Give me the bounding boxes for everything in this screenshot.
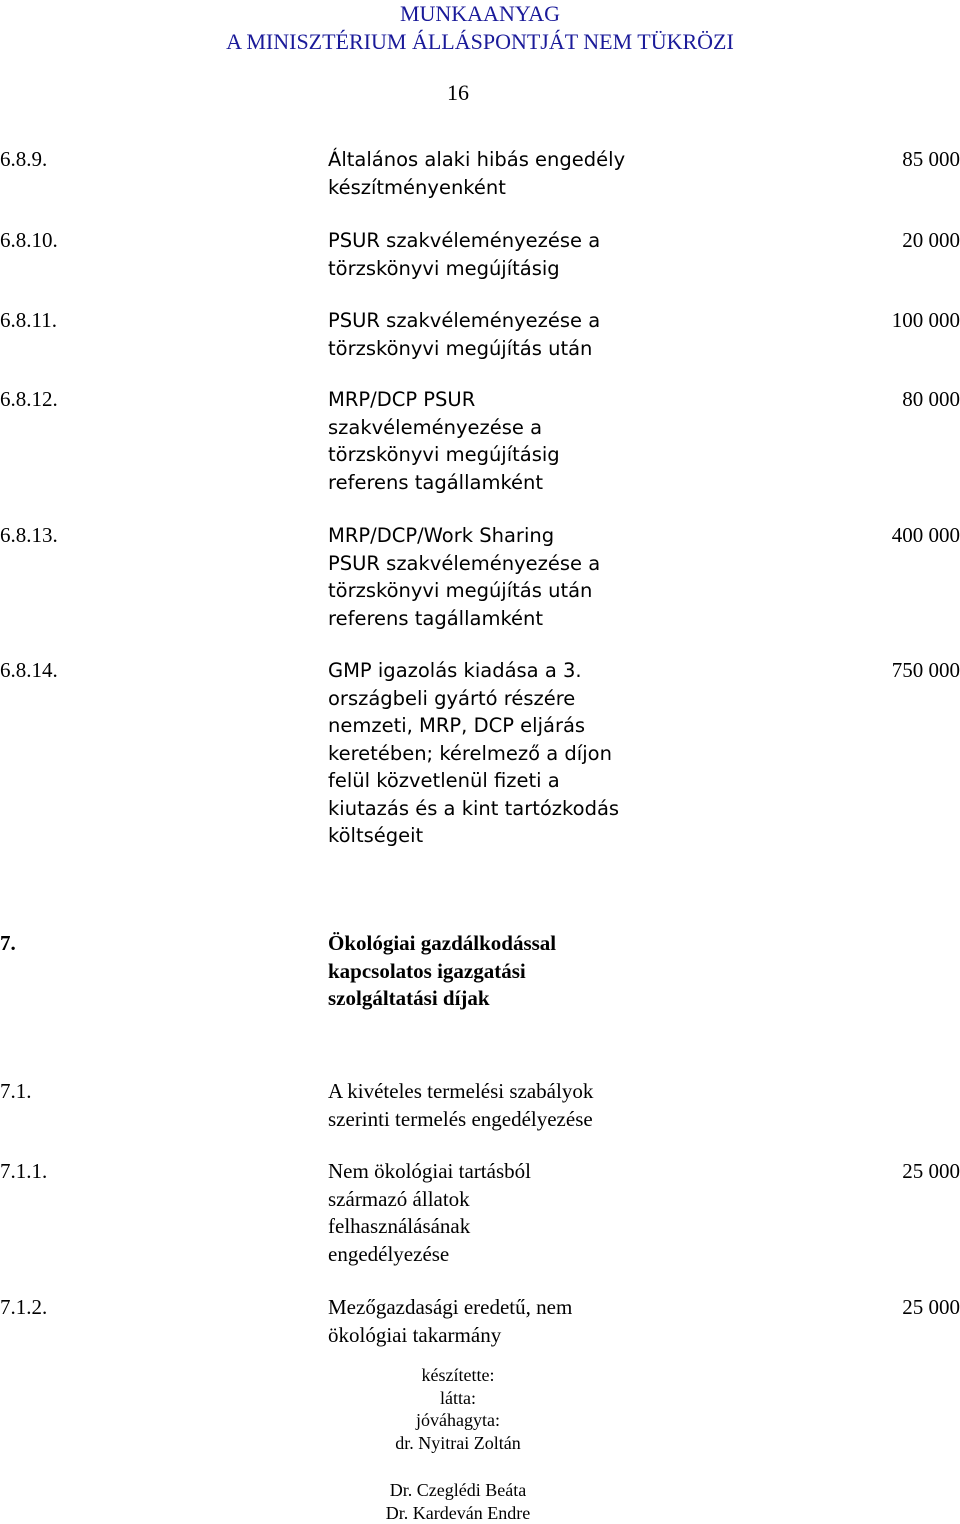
- description-line: referens tagállamként: [328, 469, 658, 497]
- description-line: GMP igazolás kiadása a 3.: [328, 657, 658, 685]
- item-amount: 80 000: [902, 386, 960, 414]
- item-description: [328, 307, 658, 362]
- item-code: 7.1.1.: [0, 1158, 47, 1186]
- description-line: készítményenként: [328, 174, 658, 202]
- item-description: [328, 1078, 658, 1133]
- section-title-line: szolgáltatási díjak: [328, 985, 658, 1013]
- seen-by-label: látta:: [0, 1387, 916, 1410]
- description-line: törzskönyvi megújításig: [328, 441, 658, 469]
- description-line: keretében; kérelmező a díjon: [328, 740, 658, 768]
- description-line: engedélyezése: [328, 1241, 658, 1269]
- description-line: kiutazás és a kint tartózkodás: [328, 795, 658, 823]
- description-line: MRP/DCP PSUR: [328, 386, 658, 414]
- approved-by-label: jóváhagyta:: [0, 1409, 916, 1432]
- signatory-name-2: Dr. Czeglédi Beáta: [0, 1479, 916, 1502]
- item-amount: 25 000: [902, 1158, 960, 1186]
- section-title: [328, 930, 658, 1013]
- signatory-name-3: Dr. Kardeván Endre: [0, 1502, 916, 1524]
- item-code: 6.8.11.: [0, 307, 57, 335]
- description-line: PSUR szakvéleményezése a: [328, 307, 658, 335]
- description-line: nemzeti, MRP, DCP eljárás: [328, 712, 658, 740]
- description-line: felül közvetlenül fizeti a: [328, 767, 658, 795]
- description-line: MRP/DCP/Work Sharing: [328, 522, 658, 550]
- item-amount: 85 000: [902, 146, 960, 174]
- description-line: törzskönyvi megújítás után: [328, 577, 658, 605]
- section-title-line: kapcsolatos igazgatási: [328, 958, 658, 986]
- item-description: [328, 1294, 658, 1349]
- item-description: [328, 227, 658, 282]
- item-description: [328, 146, 658, 201]
- item-amount: 100 000: [892, 307, 960, 335]
- description-line: PSUR szakvéleményezése a: [328, 227, 658, 255]
- item-description: [328, 1158, 658, 1268]
- description-line: törzskönyvi megújítás után: [328, 335, 658, 363]
- watermark-line-1: MUNKAANYAG: [0, 0, 960, 28]
- description-line: országbeli gyártó részére: [328, 685, 658, 713]
- signatory-name-1: dr. Nyitrai Zoltán: [0, 1432, 916, 1455]
- signatory-names: [0, 1479, 916, 1524]
- item-code: 6.8.13.: [0, 522, 58, 550]
- watermark: [0, 0, 960, 56]
- watermark-line-2: A MINISZTÉRIUM ÁLLÁSPONTJÁT NEM TÜKRÖZI: [0, 28, 960, 56]
- item-code: 6.8.12.: [0, 386, 58, 414]
- description-line: Általános alaki hibás engedély: [328, 146, 658, 174]
- item-code: 6.8.10.: [0, 227, 58, 255]
- description-line: szakvéleményezése a: [328, 414, 658, 442]
- item-description: [328, 386, 658, 496]
- item-amount: 750 000: [892, 657, 960, 685]
- item-code: 7.1.2.: [0, 1294, 47, 1322]
- section-code: 7.: [0, 930, 16, 958]
- page-number: 16: [0, 80, 916, 106]
- item-code: 6.8.14.: [0, 657, 58, 685]
- description-line: Nem ökológiai tartásból: [328, 1158, 658, 1186]
- item-amount: 20 000: [902, 227, 960, 255]
- description-line: Mezőgazdasági eredetű, nem: [328, 1294, 658, 1322]
- description-line: származó állatok: [328, 1186, 658, 1214]
- description-line: referens tagállamként: [328, 605, 658, 633]
- item-code: 6.8.9.: [0, 146, 47, 174]
- signature-block: [0, 1364, 916, 1454]
- item-description: [328, 657, 658, 850]
- item-amount: 400 000: [892, 522, 960, 550]
- description-line: ökológiai takarmány: [328, 1322, 658, 1350]
- description-line: A kivételes termelési szabályok: [328, 1078, 658, 1106]
- description-line: szerinti termelés engedélyezése: [328, 1106, 658, 1134]
- item-code: 7.1.: [0, 1078, 32, 1106]
- description-line: PSUR szakvéleményezése a: [328, 550, 658, 578]
- prepared-by-label: készítette:: [0, 1364, 916, 1387]
- item-amount: 25 000: [902, 1294, 960, 1322]
- item-description: [328, 522, 658, 632]
- section-title-line: Ökológiai gazdálkodással: [328, 930, 658, 958]
- description-line: költségeit: [328, 822, 658, 850]
- description-line: törzskönyvi megújításig: [328, 255, 658, 283]
- description-line: felhasználásának: [328, 1213, 658, 1241]
